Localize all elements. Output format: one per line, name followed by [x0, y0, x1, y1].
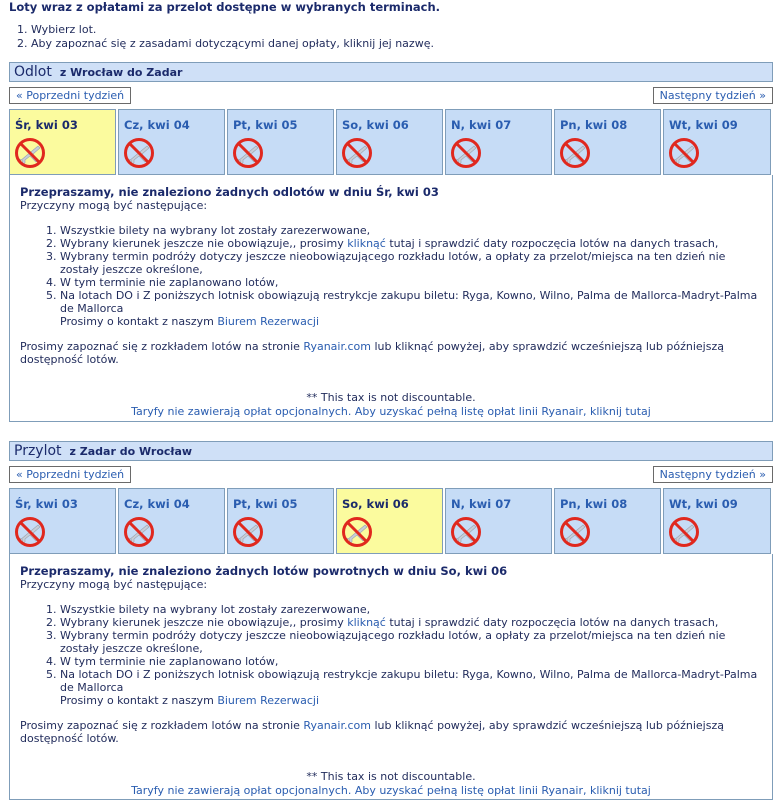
ryanair-link[interactable]: Ryanair.com [303, 340, 371, 353]
day-label: Wt, kwi 09 [669, 497, 738, 511]
inbound-week-nav [9, 461, 773, 485]
outbound-day-tab[interactable] [554, 109, 661, 175]
outbound-message-box [9, 175, 773, 422]
day-label: Pn, kwi 08 [560, 497, 628, 511]
contact-text: Prosimy o kontakt z naszym [60, 315, 218, 328]
reservations-office-link[interactable]: Biurem Rezerwacji [217, 694, 320, 707]
reservations-office-link[interactable]: Biurem Rezerwacji [217, 315, 320, 328]
day-label: Cz, kwi 04 [124, 497, 190, 511]
routes-link[interactable]: kliknąć [347, 237, 386, 250]
no-flight-icon [232, 516, 264, 548]
no-flight-icon [341, 516, 373, 548]
fees-link[interactable]: Taryfy nie zawierają opłat opcjonalnych. Aby uzyskać pełną listę opłat linii Ryanair, kliknij tutaj [131, 405, 651, 418]
inbound-section [9, 441, 773, 800]
reason-text: Wybrany kierunek jeszcze nie obowiązuje,, prosimy [60, 616, 348, 629]
reason-item [60, 289, 762, 328]
no-flights-message: Przepraszamy, nie znaleziono żadnych odlotów w dniu Śr, kwi 03 [20, 185, 439, 199]
day-label: So, kwi 06 [342, 118, 409, 132]
inbound-heading: Przylot [14, 443, 62, 459]
outbound-day-tab[interactable] [9, 109, 116, 175]
day-label: Cz, kwi 04 [124, 118, 190, 132]
outbound-day-tab[interactable] [336, 109, 443, 175]
fees-link[interactable]: Taryfy nie zawierają opłat opcjonalnych. Aby uzyskać pełną listę opłat linii Ryanair, kliknij tutaj [131, 784, 651, 797]
reasons-list [20, 224, 762, 328]
schedule-text: lub kliknąć powyżej, aby sprawdzić wcześniejszą lub późniejszą dostępność lotów. [20, 340, 724, 366]
day-label: Wt, kwi 09 [669, 118, 738, 132]
step-item: 1. Wybierz lot. [31, 23, 434, 37]
tax-note: ** This tax is not discountable. [306, 770, 476, 783]
page-title: Loty wraz z opłatami za przelot dostępne w wybranych terminach. [9, 0, 441, 14]
reason-item: 1. Wszystkie bilety na wybrany lot zostały zarezerwowane, [60, 224, 762, 237]
reason-item [60, 668, 762, 707]
tax-note: ** This tax is not discountable. [306, 391, 476, 404]
reason-item: 1. Wszystkie bilety na wybrany lot zostały zarezerwowane, [60, 603, 762, 616]
day-label: N, kwi 07 [451, 118, 512, 132]
outbound-heading: Odlot [14, 64, 52, 80]
no-flight-icon [668, 516, 700, 548]
inbound-day-tab[interactable] [336, 488, 443, 554]
outbound-day-tab[interactable] [118, 109, 225, 175]
no-flight-icon [668, 137, 700, 169]
day-label: Pt, kwi 05 [233, 497, 298, 511]
outbound-next-week-button[interactable]: Następny tydzień » [653, 87, 773, 104]
reasons-intro: Przyczyny mogą być następujące: [20, 578, 208, 591]
step-item: 2. Aby zapoznać się z zasadami dotyczącymi danej opłaty, kliknij jej nazwę. [31, 37, 434, 51]
day-label: Śr, kwi 03 [15, 497, 78, 511]
inbound-day-selector [9, 488, 773, 554]
routes-link[interactable]: kliknąć [347, 616, 386, 629]
contact-text: Prosimy o kontakt z naszym [60, 694, 218, 707]
outbound-day-tab[interactable] [227, 109, 334, 175]
schedule-note [20, 719, 762, 745]
inbound-day-tab[interactable] [118, 488, 225, 554]
day-label: Pt, kwi 05 [233, 118, 298, 132]
outbound-week-nav [9, 82, 773, 106]
reason-item [60, 237, 762, 250]
instruction-steps [9, 23, 434, 51]
inbound-previous-week-button[interactable]: « Poprzedni tydzień [9, 466, 131, 483]
no-flight-icon [341, 137, 373, 169]
inbound-message-box [9, 554, 773, 800]
no-flight-icon [232, 137, 264, 169]
outbound-day-tab[interactable] [445, 109, 552, 175]
reason-text: Na lotach DO i Z poniższych lotnisk obowiązują restrykcje zakupu biletu: Ryga, Kowno, Wilno, Palma de Mallorca-Madryt-Palma de Mallorca [60, 668, 758, 694]
reason-text: Na lotach DO i Z poniższych lotnisk obowiązują restrykcje zakupu biletu: Ryga, Kowno, Wilno, Palma de Mallorca-Madryt-Palma de Mallorca [60, 289, 758, 315]
inbound-day-tab[interactable] [663, 488, 771, 554]
reason-item: 4. W tym terminie nie zaplanowano lotów, [60, 655, 762, 668]
day-label: Pn, kwi 08 [560, 118, 628, 132]
no-flight-icon [559, 137, 591, 169]
reason-text: tutaj i sprawdzić daty rozpoczęcia lotów na danych trasach, [385, 237, 719, 250]
outbound-previous-week-button[interactable]: « Poprzedni tydzień [9, 87, 131, 104]
reasons-intro: Przyczyny mogą być następujące: [20, 199, 208, 212]
inbound-day-tab[interactable] [445, 488, 552, 554]
outbound-day-selector [9, 109, 773, 175]
inbound-next-week-button[interactable]: Następny tydzień » [653, 466, 773, 483]
no-flights-message: Przepraszamy, nie znaleziono żadnych lotów powrotnych w dniu So, kwi 06 [20, 564, 508, 578]
no-flight-icon [14, 516, 46, 548]
schedule-text: Prosimy zapoznać się z rozkładem lotów na stronie [20, 340, 304, 353]
inbound-day-tab[interactable] [227, 488, 334, 554]
inbound-header [9, 441, 773, 461]
inbound-day-tab[interactable] [9, 488, 116, 554]
reason-item: 3. Wybrany termin podróży dotyczy jeszcze nieobowiązującego rozkładu lotów, a opłaty za przelot/miejsca na ten dzień nie zostały jeszcze określone, [60, 250, 762, 276]
no-flight-icon [123, 137, 155, 169]
day-label: Śr, kwi 03 [15, 118, 78, 132]
outbound-day-tab[interactable] [663, 109, 771, 175]
day-label: So, kwi 06 [342, 497, 409, 511]
reason-item: 3. Wybrany termin podróży dotyczy jeszcze nieobowiązującego rozkładu lotów, a opłaty za przelot/miejsca na ten dzień nie zostały jeszcze określone, [60, 629, 762, 655]
no-flight-icon [559, 516, 591, 548]
schedule-note [20, 340, 762, 366]
outbound-section [9, 62, 773, 422]
no-flight-icon [14, 137, 46, 169]
reason-item [60, 616, 762, 629]
outbound-route: z Wrocław do Zadar [59, 65, 183, 79]
schedule-text: lub kliknąć powyżej, aby sprawdzić wcześniejszą lub późniejszą dostępność lotów. [20, 719, 724, 745]
outbound-header [9, 62, 773, 82]
no-flight-icon [450, 516, 482, 548]
no-flight-icon [450, 137, 482, 169]
reason-text: tutaj i sprawdzić daty rozpoczęcia lotów na danych trasach, [385, 616, 719, 629]
ryanair-link[interactable]: Ryanair.com [303, 719, 371, 732]
inbound-day-tab[interactable] [554, 488, 661, 554]
inbound-route: z Zadar do Wrocław [69, 444, 193, 458]
schedule-text: Prosimy zapoznać się z rozkładem lotów na stronie [20, 719, 304, 732]
reason-text: Wybrany kierunek jeszcze nie obowiązuje,, prosimy [60, 237, 348, 250]
reason-item: 4. W tym terminie nie zaplanowano lotów, [60, 276, 762, 289]
no-flight-icon [123, 516, 155, 548]
reasons-list [20, 603, 762, 707]
day-label: N, kwi 07 [451, 497, 512, 511]
